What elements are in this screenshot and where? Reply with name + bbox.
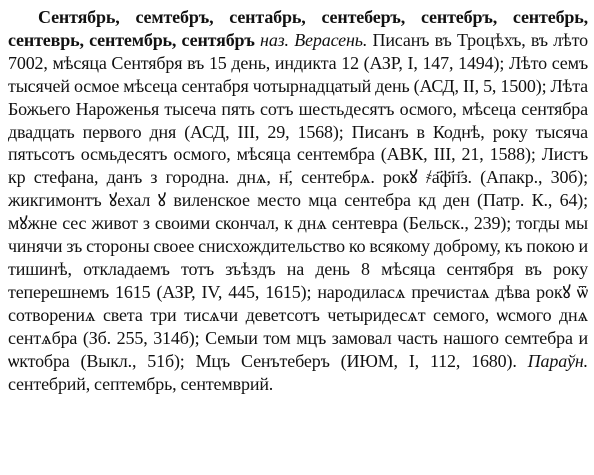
entry-citations: Писанъ въ Троцѣхъ, въ лѣто 7002, мѣсяца Сентября въ 15 день, индикта 12 (АЗР, I, 147, 1494); Лѣто семъ тысячей осмое мѣсеца сентабря чотырнадцатый день (АСД, II, 5, 1500); Лѣта Божьего Нароженья тысеча пять сотъ шестьдесятъ осмого, мѣсеца сентябра двадцать первого дня (АСД, III, 29, 1568); Писанъ в Коднѣ, року тысяча пятьсотъ осмьдесятъ осмого, мѣсяца сентембра (АВК, III, 21, 1588); Листъ кр стефана, данъ з городна. днѧ, н҃, сентебрѧ. рокꙋ ҂а҃ф҃п҃з. (Апакр., 30б); жикгимонтъ ꙋехал ꙋ виленское место мца сентебра кд ден (Патр. К., 64); мꙋжне сес живот з своими скончал, к днѧ сентевра (Бельск., 239); тогды мы чинячи зъ стороны своее снисхождительство ко всякому доброму, къ покою и тишинѣ, откладаемъ тотъ зъѣздъ на день 8 мѣсяца сентября въ року теперешнемъ 1615 (АЗР, IV, 445, 1615); народиласѧ пречистаѧ дѣва рокꙋ ѿ сотворениѧ света три тисѧчи деветсотъ четыридесѧт семого, ѡсмого днѧ сентѧбра (Зб. 255, 314б); Семыи том мцъ замовал часть нашого семтебра и ѡктобра (Выкл., 51б); Мцъ Сенътеберъ (ИЮМ, I, 112, 1680). bbox=[8, 29, 588, 371]
dictionary-entry bbox=[8, 6, 588, 395]
parallel-label: Параўн. bbox=[527, 350, 589, 371]
origin-label: наз. bbox=[260, 29, 289, 50]
entry-headword: Сентябрь, семтебръ, сентабрь, сентеберъ, сентебръ, сентебрь, сентеврь, сентембрь, сентябръ bbox=[8, 7, 588, 50]
entry-parallels: сентебрий, септембрь, сентемврий. bbox=[8, 373, 274, 394]
origin-word: Верасень. bbox=[294, 29, 368, 50]
